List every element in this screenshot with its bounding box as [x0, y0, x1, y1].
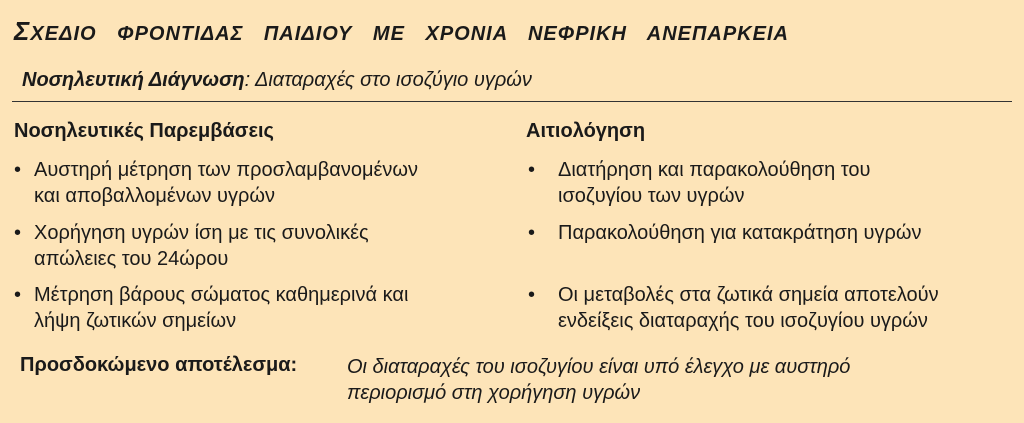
diagnosis-label: Νοσηλευτική Διάγνωση	[22, 69, 245, 91]
bullet-icon: •	[528, 284, 536, 306]
expected-outcome-label: Προσδοκώμενο αποτέλεσμα:	[20, 354, 298, 376]
bullet-icon: •	[528, 159, 536, 181]
nursing-diagnosis	[22, 69, 532, 92]
bullet-icon: •	[528, 222, 536, 244]
diagnosis-value: Διαταραχές στο ισοζύγιο υγρών	[254, 69, 532, 91]
bullet-icon: •	[14, 159, 22, 181]
intervention-item	[14, 157, 484, 211]
expected-outcome-text: Οι διαταραχές του ισοζυγίου είναι υπό έλεγχο με αυστηρό περιορισμό στη χορήγηση υγρών	[347, 356, 851, 404]
intervention-item	[14, 282, 484, 336]
divider	[12, 101, 1012, 102]
diagnosis-separator: :	[244, 69, 255, 91]
intervention-text: Αυστηρή μέτρηση των προσλαμβανομένων και αποβαλλομένων υγρών	[34, 159, 419, 207]
title-rest: ΧΕΔΙΟ ΦΡΟΝΤΙΔΑΣ ΠΑΙΔΙΟΥ ΜΕ ΧΡΟΝΙΑ ΝΕΦΡΙΚΗ ΑΝΕΠΑΡΚΕΙΑ	[30, 23, 789, 45]
rationale-heading: Αιτιολόγηση	[526, 120, 646, 142]
title-initial: Σ	[14, 16, 31, 46]
bullet-icon: •	[14, 284, 22, 306]
rationale-item	[528, 220, 998, 248]
rationale-item	[528, 282, 998, 336]
intervention-text: Μέτρηση βάρους σώματος καθημερινά και λήψη ζωτικών σημείων	[34, 284, 409, 332]
interventions-heading: Νοσηλευτικές Παρεμβάσεις	[14, 120, 274, 142]
intervention-item	[14, 220, 484, 274]
intervention-text: Χορήγηση υγρών ίση με τις συνολικές απώλειες του 24ώρου	[34, 222, 369, 270]
rationale-item	[528, 157, 998, 211]
bullet-icon: •	[14, 222, 22, 244]
rationale-text: Διατήρηση και παρακολούθηση του ισοζυγίου των υγρών	[558, 159, 871, 207]
rationale-text: Παρακολούθηση για κατακράτηση υγρών	[558, 222, 922, 244]
rationale-text: Οι μεταβολές στα ζωτικά σημεία αποτελούν ενδείξεις διαταραχής του ισοζυγίου υγρών	[558, 284, 939, 332]
page-title	[14, 16, 789, 47]
